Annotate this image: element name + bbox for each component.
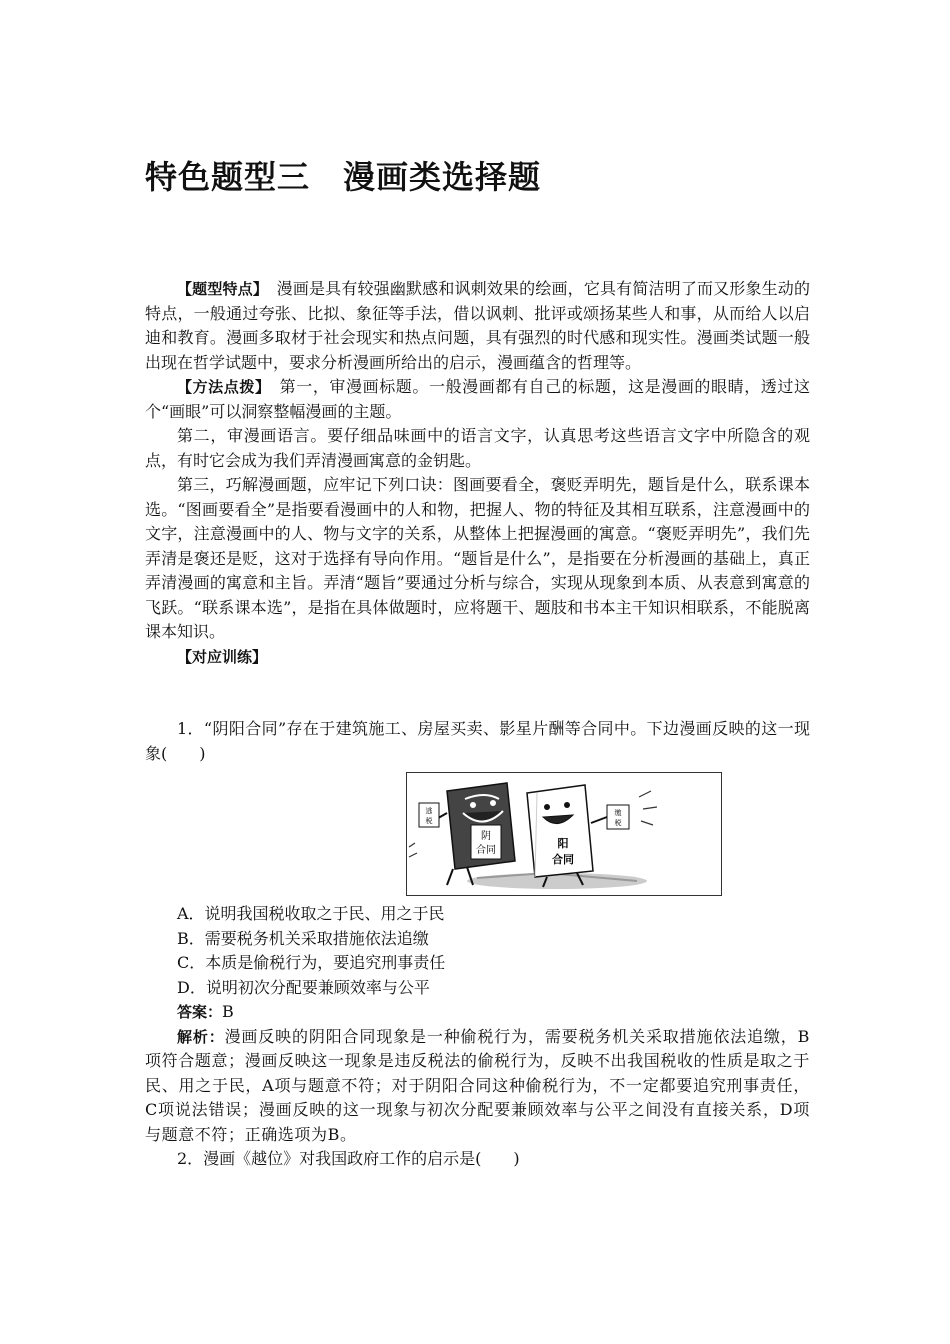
method-third-paragraph: 第三，巧解漫画题，应牢记下列口诀：图画要看全，褒贬弄明先，题旨是什么，联系课本选。“图画要看全”是指要看漫画中的人和物，把握人、物的特征及其相互联系，注意漫画中的文字，注意漫画中的人、物与文字的关系，从整体上把握漫画的寓意。“褒贬弄明先”，我们先弄清是褒还是贬，这对于选择有导向作用。“题旨是什么”，是指要在分析漫画的基础上，真正弄清漫画的寓意和主旨。弄清“题旨”要通过分析与综合，实现从现象到本质、从表意到寓意的飞跃。“联系课本选”，是指在具体做题时，应将题干、题肢和书本主干知识相联系，不能脱离课本知识。 bbox=[145, 475, 810, 641]
cartoon-figure bbox=[406, 772, 722, 896]
explanation-label: 解析： bbox=[177, 1027, 225, 1046]
method-paragraph bbox=[145, 375, 810, 424]
yin-contract-label: 阴 bbox=[481, 831, 491, 842]
practice-label: 【对应训练】 bbox=[177, 647, 268, 666]
tax-evasion-tag: 逃 bbox=[425, 807, 433, 815]
yang-contract-label: 阳 bbox=[557, 837, 569, 850]
answer-value: B bbox=[222, 1002, 234, 1021]
method-second-paragraph: 第二，审漫画语言。要仔细品味画中的语言文字，认真思考这些语言文字中所隐含的观点，有时它会成为我们弄清漫画寓意的金钥匙。 bbox=[145, 426, 810, 470]
svg-text:税: 税 bbox=[425, 817, 433, 825]
svg-text:税: 税 bbox=[614, 819, 622, 827]
answer-line bbox=[177, 1000, 810, 1025]
tax-payment-tag: 缴 bbox=[614, 809, 622, 817]
document-body bbox=[145, 277, 810, 1172]
explanation-paragraph bbox=[145, 1025, 810, 1148]
method-text: 第一，审漫画标题。一般漫画都有自己的标题，这是漫画的眼睛，透过这个“画眼”可以洞察整幅漫画的主题。 bbox=[145, 377, 810, 421]
svg-text:合同: 合同 bbox=[476, 845, 496, 856]
explanation-text: 漫画反映的阴阳合同现象是一种偷税行为，需要税务机关采取措施依法追缴，B项符合题意；漫画反映这一现象是违反税法的偷税行为，反映不出我国税收的性质是取之于民、用之于民，A项与题意不符；对于阴阳合同这种偷税行为，不一定都要追究刑事责任，C项说法错误；漫画反映的这一现象与初次分配要兼顾效率与公平之间没有直接关系，D项与题意不符；正确选项为B。 bbox=[145, 1026, 810, 1144]
feature-label: 【题型特点】 bbox=[177, 280, 261, 298]
yin-contract-figure bbox=[419, 783, 515, 885]
feature-text: 漫画是具有较强幽默感和讽刺效果的绘画，它具有简洁明了而又形象生动的特点，一般通过夸张、比拟、象征等手法，借以讽刺、批评或颂扬某些人和事，从而给人以启迪和教育。漫画多取材于社会现实和热点问题，具有强烈的时代感和现实性。漫画类试题一般出现在哲学试题中，要求分析漫画所给出的启示，漫画蕴含的哲理等。 bbox=[145, 279, 810, 372]
option-c: C．本质是偷税行为，要追究刑事责任 bbox=[177, 953, 446, 972]
option-b: B．需要税务机关采取措施依法追缴 bbox=[177, 928, 429, 948]
question-1-stem: 1．“阴阳合同”存在于建筑施工、房屋买卖、影星片酬等合同中。下边漫画反映的这一现象( ) bbox=[145, 719, 810, 763]
svg-text:合同: 合同 bbox=[552, 853, 574, 866]
practice-heading bbox=[145, 645, 810, 670]
question-2-stem: 2．漫画《越位》对我国政府工作的启示是( ) bbox=[177, 1149, 520, 1168]
page-title: 特色题型三 漫画类选择题 bbox=[145, 158, 542, 196]
option-a: A．说明我国税收取之于民、用之于民 bbox=[177, 904, 445, 923]
yang-contract-figure bbox=[527, 785, 629, 887]
cartoon-image bbox=[407, 773, 721, 895]
method-label: 【方法点拨】 bbox=[177, 378, 264, 396]
answer-label: 答案： bbox=[177, 1003, 223, 1021]
feature-paragraph bbox=[145, 277, 810, 375]
option-d: D．说明初次分配要兼顾效率与公平 bbox=[177, 977, 430, 997]
